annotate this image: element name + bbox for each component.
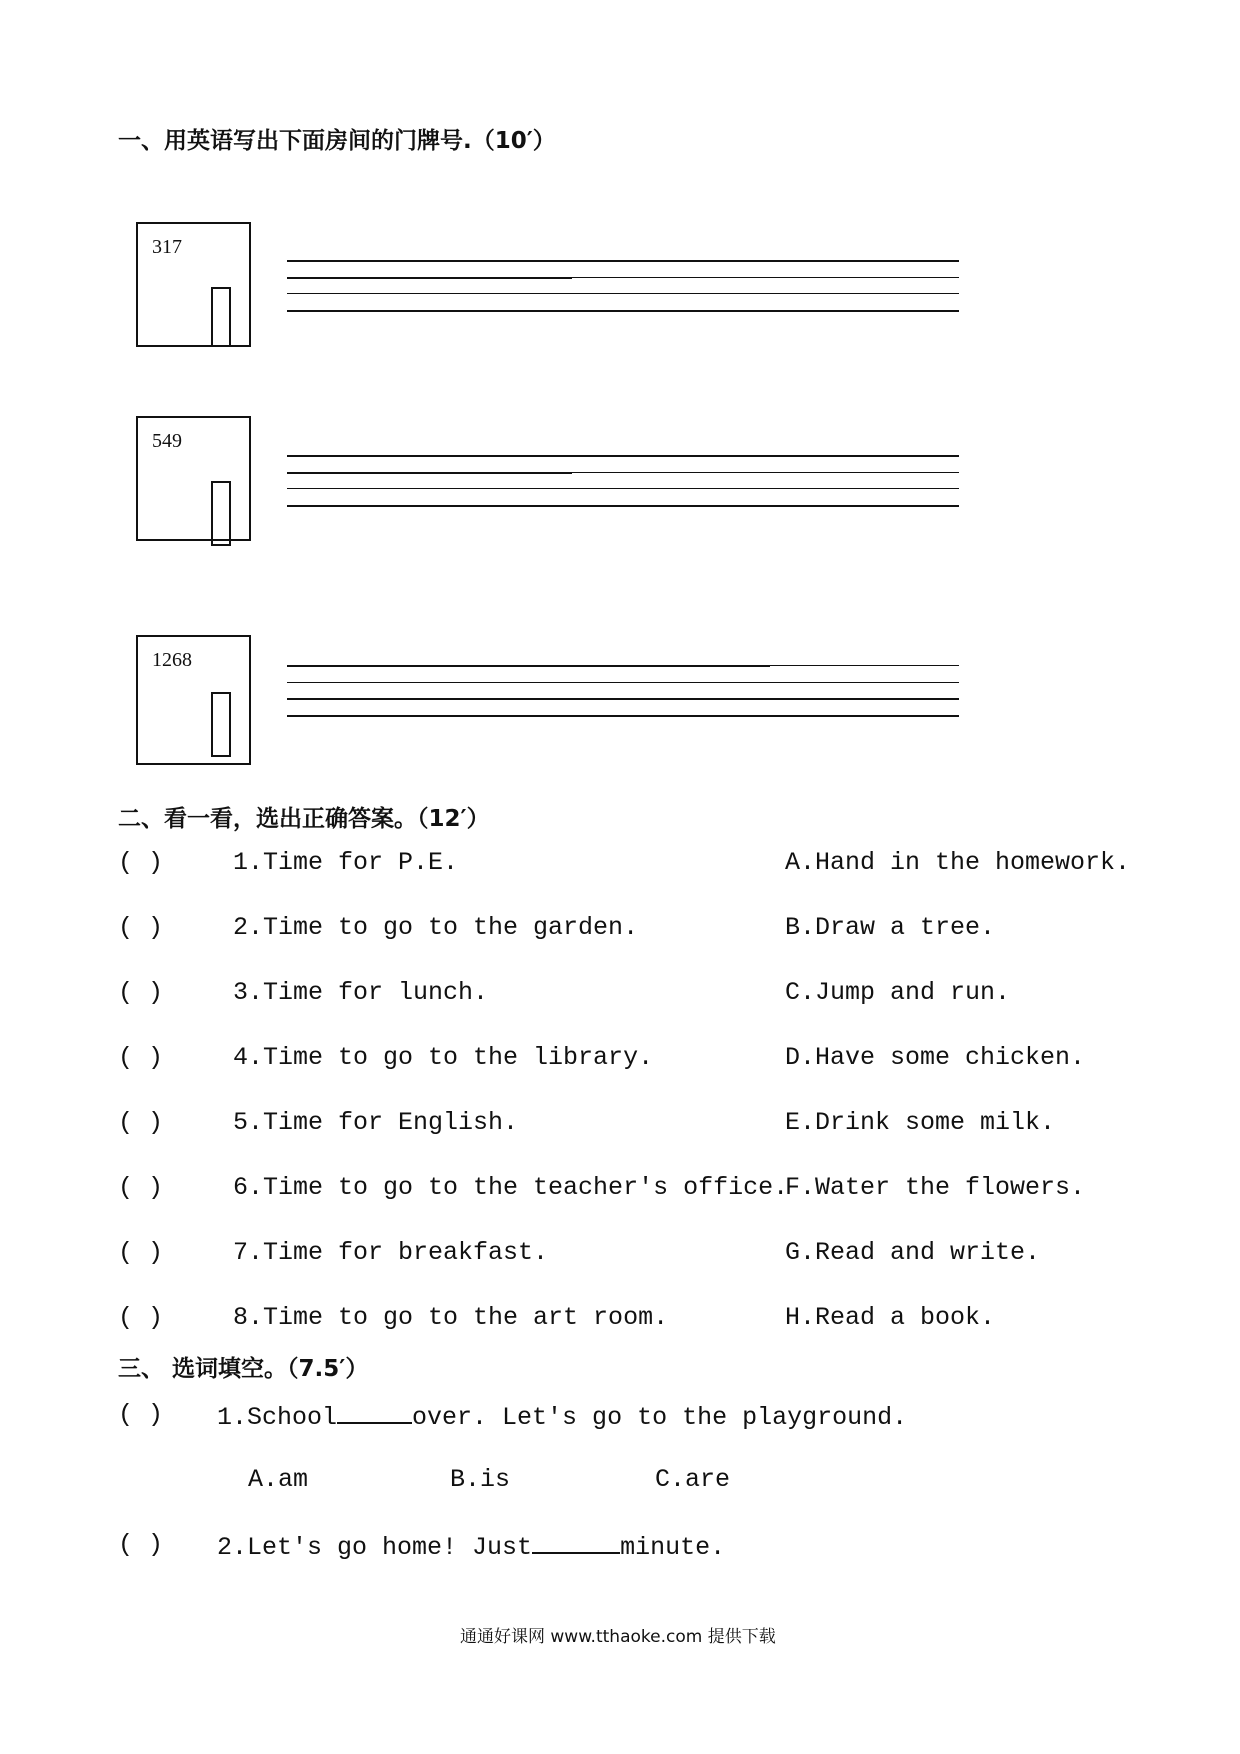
question-text: 7.Time for breakfast. xyxy=(233,1238,549,1267)
fill-blank[interactable] xyxy=(532,1530,620,1554)
option-text: F.Water the flowers. xyxy=(785,1173,1086,1202)
option-text: D.Have some chicken. xyxy=(785,1043,1086,1072)
option-c: C.are xyxy=(655,1465,731,1494)
question-prefix: 1.School xyxy=(217,1403,338,1432)
option-b: B.is xyxy=(450,1465,511,1494)
option-text: E.Drink some milk. xyxy=(785,1108,1056,1137)
question-text: 4.Time to go to the library. xyxy=(233,1043,654,1072)
room-plate xyxy=(136,416,251,541)
question-text: 2.Time to go to the garden. xyxy=(233,913,639,942)
room-plate xyxy=(136,635,251,765)
answer-bracket[interactable]: ( ) xyxy=(118,1238,164,1267)
question-text: 1.Time for P.E. xyxy=(233,848,459,877)
answer-bracket[interactable]: ( ) xyxy=(118,848,164,877)
question-text: 6.Time to go to the teacher′s office. xyxy=(233,1173,789,1202)
question-text: 5.Time for English. xyxy=(233,1108,519,1137)
question-prefix: 2.Let′s go home! Just xyxy=(217,1533,533,1562)
answer-bracket[interactable]: ( ) xyxy=(118,913,164,942)
question-text: 3.Time for lunch. xyxy=(233,978,489,1007)
answer-bracket[interactable]: ( ) xyxy=(118,1173,164,1202)
answer-bracket[interactable]: ( ) xyxy=(118,1108,164,1137)
option-text: C.Jump and run. xyxy=(785,978,1011,1007)
option-text: A.Hand in the homework. xyxy=(785,848,1131,877)
room-number: 317 xyxy=(152,236,182,258)
answer-bracket[interactable]: ( ) xyxy=(118,1043,164,1072)
question-suffix: over. Let′s go to the playground. xyxy=(412,1403,908,1432)
fill-blank[interactable] xyxy=(337,1400,412,1424)
door-shape xyxy=(211,692,231,757)
fill-question-2 xyxy=(217,1530,725,1562)
answer-bracket[interactable]: ( ) xyxy=(118,1530,164,1559)
door-shape xyxy=(211,481,231,546)
fill-question-1 xyxy=(217,1400,907,1432)
door-shape xyxy=(211,287,231,347)
option-text: B.Draw a tree. xyxy=(785,913,996,942)
room-plate xyxy=(136,222,251,347)
option-text: G.Read and write. xyxy=(785,1238,1041,1267)
answer-bracket[interactable]: ( ) xyxy=(118,978,164,1007)
answer-bracket[interactable]: ( ) xyxy=(118,1400,164,1429)
question-suffix: minute. xyxy=(620,1533,726,1562)
section1-title: 一、用英语写出下面房间的门牌号.（10′） xyxy=(118,128,556,154)
room-number: 1268 xyxy=(152,649,192,671)
section2-title: 二、看一看，选出正确答案。（12′） xyxy=(118,806,490,832)
answer-bracket[interactable]: ( ) xyxy=(118,1303,164,1332)
footer-text: 通通好课网 www.tthaoke.com 提供下载 xyxy=(460,1627,776,1647)
option-a: A.am xyxy=(248,1465,309,1494)
section3-title: 三、 选词填空。（7.5′） xyxy=(118,1356,369,1382)
question-text: 8.Time to go to the art room. xyxy=(233,1303,669,1332)
option-text: H.Read a book. xyxy=(785,1303,996,1332)
room-number: 549 xyxy=(152,430,182,452)
